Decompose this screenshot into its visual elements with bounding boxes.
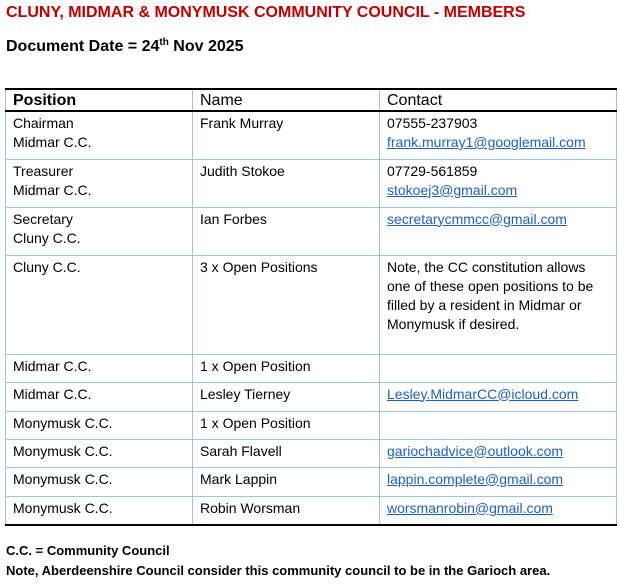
cell-name: 1 x Open Position xyxy=(193,411,380,439)
position-line: Secretary xyxy=(13,210,73,227)
cell-contact xyxy=(380,496,617,525)
table-row xyxy=(6,467,617,496)
cell-contact xyxy=(380,382,617,411)
header-row xyxy=(6,89,617,111)
position-line: Midmar C.C. xyxy=(13,357,92,374)
cell-contact xyxy=(380,111,617,159)
position-line: Monymusk C.C. xyxy=(13,470,113,487)
cell-name: Sarah Flavell xyxy=(193,439,380,467)
table-row xyxy=(6,382,617,411)
footer-abbreviation-note: C.C. = Community Council xyxy=(6,543,170,558)
position-line: Treasurer xyxy=(13,162,74,179)
email-link[interactable]: frank.murray1@googlemail.com xyxy=(387,134,586,150)
cell-position xyxy=(6,111,193,159)
header-contact: Contact xyxy=(380,89,617,111)
cell-contact xyxy=(380,255,617,354)
document-date-rest: Nov 2025 xyxy=(168,38,244,55)
cell-position xyxy=(6,255,193,354)
members-table xyxy=(5,88,617,526)
position-line: Monymusk C.C. xyxy=(13,499,113,516)
cell-contact xyxy=(380,159,617,207)
email-link[interactable]: gariochadvice@outlook.com xyxy=(387,442,564,459)
document-date-ordinal: th xyxy=(159,37,169,48)
table-row xyxy=(6,354,617,382)
members-table-body xyxy=(6,111,617,525)
position-line: Cluny C.C. xyxy=(13,229,81,246)
cell-name: Robin Worsman xyxy=(193,496,380,525)
table-row xyxy=(6,255,617,354)
cell-name: Lesley Tierney xyxy=(193,382,380,411)
cell-position xyxy=(6,439,193,467)
table-row xyxy=(6,496,617,525)
cell-name: Ian Forbes xyxy=(193,207,380,255)
email-link[interactable]: secretarycmmcc@gmail.com xyxy=(387,210,567,227)
cell-name: Mark Lappin xyxy=(193,467,380,496)
email-link[interactable]: Lesley.MidmarCC@icloud.com xyxy=(387,385,579,402)
cell-contact xyxy=(380,411,617,439)
table-row xyxy=(6,207,617,255)
footer-notes xyxy=(6,541,550,581)
cell-name: Judith Stokoe xyxy=(193,159,380,207)
position-line: Midmar C.C. xyxy=(13,181,92,198)
table-row xyxy=(6,159,617,207)
cell-position xyxy=(6,159,193,207)
header-position: Position xyxy=(6,89,193,111)
email-link[interactable]: lappin.complete@gmail.com xyxy=(387,470,564,487)
cell-contact xyxy=(380,207,617,255)
contact-text: 07555-237903 xyxy=(387,115,478,131)
position-line: Monymusk C.C. xyxy=(13,442,113,459)
position-line: Midmar C.C. xyxy=(13,134,92,150)
footer-area-note: Note, Aberdeenshire Council consider this community council to be in the Garioch area. xyxy=(6,563,551,578)
position-line: Monymusk C.C. xyxy=(13,414,113,431)
header-name: Name xyxy=(193,89,380,111)
cell-position xyxy=(6,207,193,255)
table-row xyxy=(6,439,617,467)
cell-position xyxy=(6,467,193,496)
cell-position xyxy=(6,354,193,382)
cell-position xyxy=(6,382,193,411)
cell-position xyxy=(6,496,193,525)
table-row xyxy=(6,411,617,439)
cell-contact xyxy=(380,467,617,496)
cell-contact xyxy=(380,354,617,382)
email-link[interactable]: worsmanrobin@gmail.com xyxy=(387,499,553,516)
document-date-prefix: Document Date = 24 xyxy=(6,38,160,55)
cell-name: 3 x Open Positions xyxy=(193,255,380,354)
document-title: CLUNY, MIDMAR & MONYMUSK COMMUNITY COUNCIL - MEMBERS xyxy=(6,4,526,21)
position-line: Chairman xyxy=(13,115,74,131)
cell-name: 1 x Open Position xyxy=(193,354,380,382)
email-link[interactable]: stokoej3@gmail.com xyxy=(387,181,518,198)
position-line: Cluny C.C. xyxy=(13,258,81,275)
cell-contact xyxy=(380,439,617,467)
cell-position xyxy=(6,411,193,439)
position-line: Midmar C.C. xyxy=(13,385,92,402)
cell-name: Frank Murray xyxy=(193,111,380,159)
table-row xyxy=(6,111,617,159)
contact-text: 07729-561859 xyxy=(387,162,478,179)
document-date xyxy=(6,38,244,56)
contact-text: Note, the CC constitution allows one of these open positions to be filled by a resident in Midmar or Monymusk if desired. xyxy=(387,258,594,332)
